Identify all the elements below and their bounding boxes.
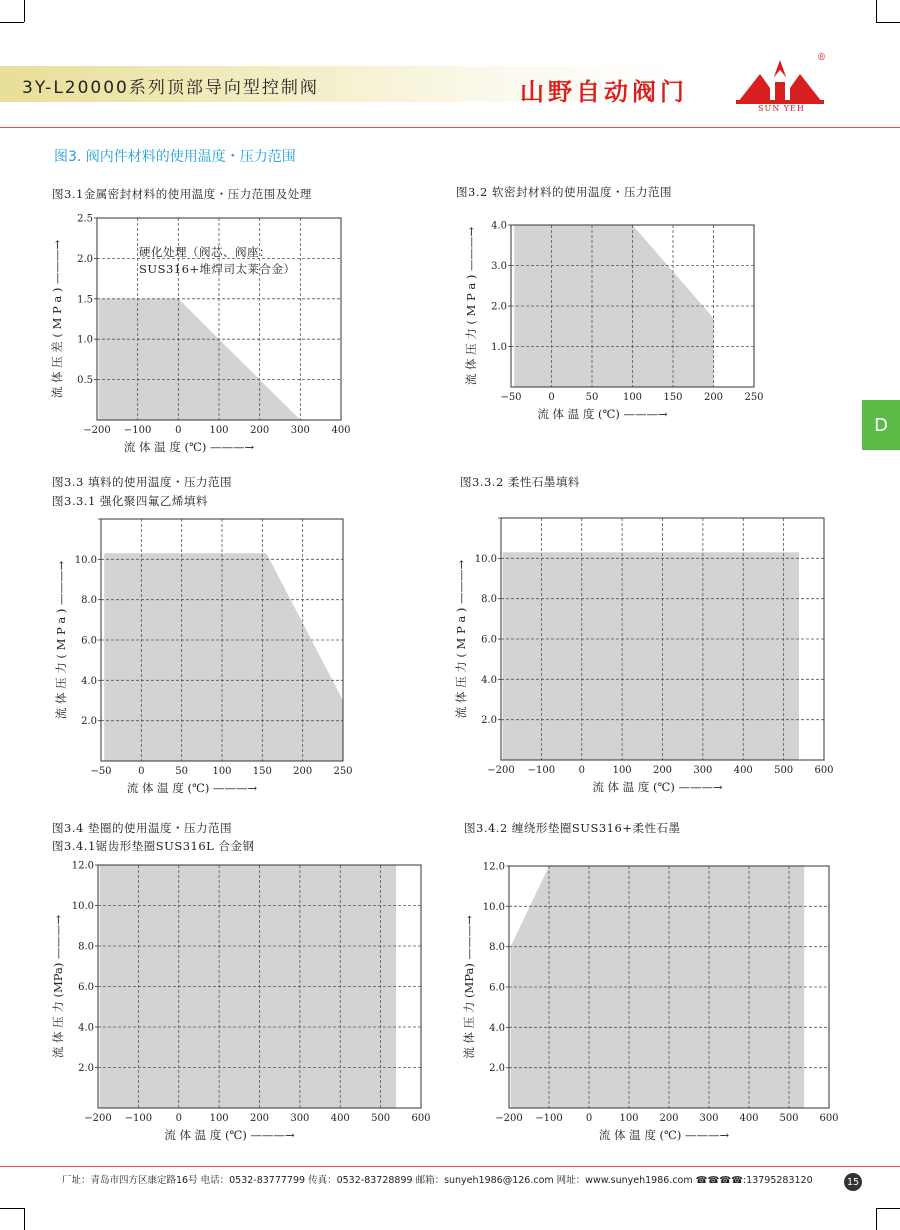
y-tick-label: 8.0 (78, 941, 94, 953)
section-title: 图3. 阀内件材料的使用温度・压力范围 (54, 149, 296, 165)
x-tick-label: 0 (138, 766, 145, 777)
x-axis-title: 流 体 温 度 (℃) ———→ (164, 1128, 295, 1142)
y-axis-title: 流 体 压 力 (MPa) ———→ (51, 914, 65, 1059)
brand-name: 山野自动阀门 (520, 78, 688, 106)
x-tick-label: 50 (175, 766, 189, 777)
x-tick-label: 50 (585, 392, 599, 403)
y-tick-label: 12.0 (482, 861, 505, 873)
y-tick-label: 8.0 (481, 594, 497, 606)
x-tick-label: 200 (652, 765, 673, 776)
y-tick-label: 6.0 (481, 634, 497, 646)
logo-text: SUN YEH (758, 104, 805, 113)
x-tick-label: 0 (175, 1113, 182, 1124)
y-tick-label: 2.0 (491, 301, 507, 313)
usable-range-area (503, 552, 799, 760)
usable-range-area (104, 553, 343, 761)
figure-caption: 图3.3.2 柔性石墨填料 (460, 475, 580, 489)
x-axis-title: 流 体 温 度 (℃) ———→ (598, 1128, 730, 1142)
x-tick-label: −50 (90, 766, 112, 777)
x-tick-label: 0 (175, 425, 182, 436)
x-tick-label: 600 (814, 765, 834, 776)
figure-caption: 图3.4 垫圈的使用温度・压力范围 (52, 821, 232, 835)
x-tick-label: 600 (411, 1113, 431, 1124)
x-axis-title: 流 体 温 度 (℃) ———→ (123, 440, 255, 454)
y-tick-label: 0.5 (77, 375, 93, 387)
x-tick-label: 400 (330, 1113, 350, 1124)
y-tick-label: 4.0 (78, 1022, 94, 1034)
y-tick-label: 6.0 (489, 982, 505, 994)
x-tick-label: −50 (500, 392, 522, 403)
y-axis-title: 流 体 压 力 ( M P a ) ———→ (54, 560, 68, 720)
x-tick-label: 200 (293, 766, 313, 777)
x-tick-label: −100 (527, 765, 556, 776)
x-tick-label: −200 (495, 1113, 523, 1124)
y-tick-label: 1.0 (77, 334, 93, 346)
y-tick-label: 2.0 (481, 715, 497, 727)
y-tick-label: 6.0 (81, 635, 97, 647)
y-tick-label: 2.0 (81, 716, 97, 728)
y-tick-label: 4.0 (489, 1022, 505, 1034)
chart-c342 (462, 862, 839, 1143)
x-tick-label: 200 (250, 425, 270, 436)
y-tick-label: 6.0 (78, 982, 94, 993)
x-tick-label: 200 (703, 392, 724, 403)
x-axis-title: 流 体 温 度 (℃) ———→ (126, 781, 258, 795)
x-tick-label: −200 (84, 1113, 112, 1124)
usable-range-area (99, 299, 301, 420)
figure-caption: 图3.2 软密封材料的使用温度・压力范围 (456, 185, 672, 199)
y-tick-label: 3.0 (491, 261, 507, 272)
chart-c32 (464, 221, 764, 422)
x-tick-label: 200 (249, 1113, 270, 1124)
y-tick-label: 2.0 (78, 1063, 94, 1074)
x-tick-label: 300 (693, 765, 713, 776)
registered-mark: ® (817, 53, 826, 63)
y-tick-label: 2.0 (77, 253, 93, 265)
y-tick-label: 2.0 (489, 1063, 505, 1075)
y-tick-label: 2.5 (77, 213, 93, 225)
x-tick-label: 600 (819, 1113, 839, 1124)
x-tick-label: 500 (779, 1113, 799, 1124)
figure-caption: 图3.3 填料的使用温度・压力范围 (52, 475, 232, 489)
y-tick-label: 4.0 (481, 674, 497, 686)
x-tick-label: 0 (578, 765, 585, 776)
y-tick-label: 8.0 (489, 942, 505, 954)
x-tick-label: 100 (209, 1113, 229, 1124)
x-tick-label: 100 (619, 1113, 639, 1124)
chart-c341 (51, 861, 431, 1143)
y-tick-label: 1.0 (491, 342, 507, 353)
y-tick-label: 10.0 (474, 553, 497, 565)
x-axis-title: 流 体 温 度 (℃) ———→ (537, 407, 668, 421)
x-tick-label: 400 (331, 425, 351, 436)
side-tab: D (862, 400, 900, 450)
y-axis-title: 流 体 压 差 ( M P a ) ———→ (50, 239, 64, 399)
x-tick-label: 250 (333, 766, 353, 777)
y-tick-label: 8.0 (81, 595, 97, 607)
x-tick-label: 150 (663, 392, 683, 403)
x-tick-label: 250 (744, 392, 764, 403)
y-tick-label: 10.0 (74, 554, 97, 566)
x-tick-label: −100 (124, 1113, 153, 1124)
x-tick-label: 200 (659, 1113, 679, 1124)
y-tick-label: 4.0 (81, 675, 97, 687)
figure-caption: 图3.3.1 强化聚四氟乙烯填料 (52, 494, 208, 508)
chart-c31 (50, 214, 351, 455)
y-tick-label: 10.0 (482, 901, 505, 913)
series-title: 3Y-L20000系列顶部导向型控制阀 (22, 78, 319, 98)
chart-annotation: 硬化处理（阀芯、阀座： (139, 245, 271, 259)
x-tick-label: 300 (290, 425, 310, 436)
x-tick-label: 0 (548, 392, 555, 403)
x-axis-title: 流 体 温 度 (℃) ———→ (592, 780, 723, 794)
y-tick-label: 1.5 (77, 294, 93, 306)
figure-caption: 图3.1金属密封材料的使用温度・压力范围及处理 (52, 187, 312, 201)
chart-c331 (54, 519, 353, 795)
chart-annotation: SUS316+堆焊司太莱合金） (139, 262, 296, 276)
x-tick-label: 300 (290, 1113, 310, 1124)
x-tick-label: 150 (252, 766, 272, 777)
y-tick-label: 12.0 (71, 860, 94, 872)
x-tick-label: −100 (535, 1113, 563, 1124)
y-axis-title: 流 体 压 力 ( M P a ) ———→ (454, 559, 468, 719)
page-number: 15 (844, 1173, 862, 1191)
chart-c332 (454, 518, 834, 794)
x-tick-label: 100 (212, 766, 232, 777)
x-tick-label: −100 (123, 425, 152, 436)
x-tick-label: 500 (371, 1113, 391, 1124)
x-tick-label: 300 (699, 1113, 719, 1124)
y-axis-title: 流 体 压 力 (MPa) ———→ (462, 915, 476, 1059)
x-tick-label: 100 (622, 392, 643, 403)
footer-rule (0, 1166, 900, 1167)
x-tick-label: −200 (487, 765, 515, 776)
x-tick-label: 400 (739, 1113, 759, 1124)
y-tick-label: 10.0 (71, 901, 94, 912)
x-tick-label: −200 (83, 425, 111, 436)
figure-caption: 图3.4.2 缠绕形垫圈SUS316+柔性石墨 (464, 821, 681, 835)
y-tick-label: 4.0 (491, 220, 507, 232)
x-tick-label: 100 (612, 765, 632, 776)
figure-caption: 图3.4.1锯齿形垫圈SUS316L 合金钢 (52, 839, 255, 853)
x-tick-label: 500 (774, 765, 794, 776)
x-tick-label: 100 (209, 425, 229, 436)
x-tick-label: 400 (733, 765, 753, 776)
x-tick-label: 0 (585, 1113, 593, 1124)
footer-contact: 厂址：青岛市四方区康定路16号 电话：0532-83777799 传真：0532-83728899 邮箱：sunyeh1986@126.com 网址：www.sunyeh1986.com ☎☎☎☎:13795283120 (62, 1175, 813, 1186)
y-axis-title: 流 体 压 力 ( M P a ) ———→ (464, 226, 478, 386)
